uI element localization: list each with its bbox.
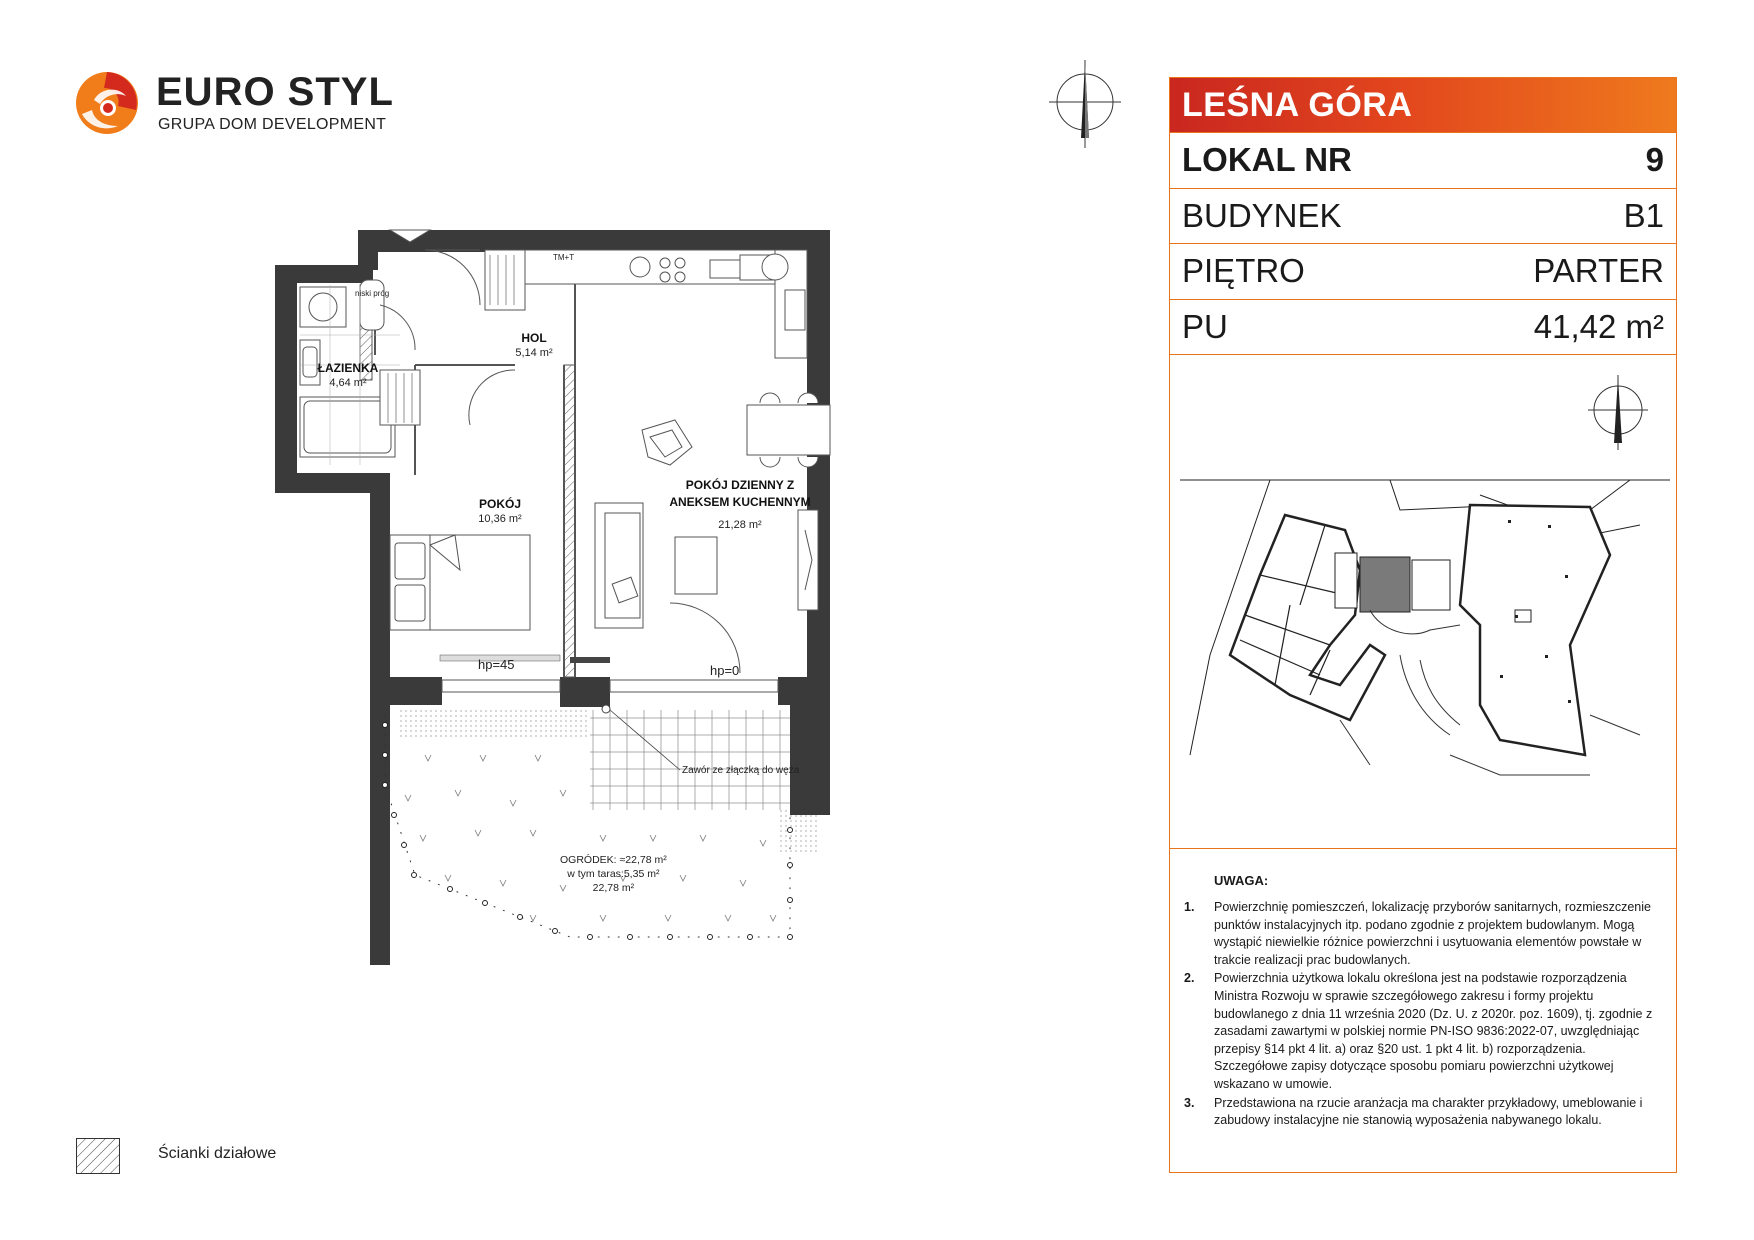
site-plan [1170,354,1676,927]
tm-note: TM+T [553,253,575,262]
brand-subtitle: GRUPA DOM DEVELOPMENT [158,116,387,133]
low-threshold-note: niski próg [355,289,390,298]
garden-label: OGRÓDEK: ≈22,78 m² w tym taras:5,35 m² 22,78 m² [560,854,667,894]
row-floor: PIĘTRO PARTER [1170,243,1676,298]
valve-note: Zawór ze złączką do węża [682,765,800,776]
brand-name: EURO STYL [156,70,394,114]
row-usable-area: PU 41,42 m² [1170,299,1676,354]
legend-label: Ścianki działowe [158,1145,277,1162]
legend-hatch-swatch [76,1138,120,1174]
room-bathroom: ŁAZIENKA 4,64 m² [317,361,379,389]
threshold-living: hp=0 [710,663,740,678]
room-living: POKÓJ DZIENNY Z ANEKSEM KUCHENNYM 21,28 m² [669,478,811,531]
north-arrow-icon [1045,58,1125,150]
notes-section [1170,848,1676,1174]
note-item: 2. Powierzchnia użytkowa lokalu określona jest na podstawie rozporządzenia Ministra Rozwoju w sprawie szczegółowego zakresu i formy projektu budowlanego z dnia 11 września 2020 (Dz. U. z 2020r. poz. 1609), tj. zgodnie z zasadami zawartymi w polskiej normie PN-ISO 9836:2022-07, uwzględniając przepisy §14 pkt 4 lit. a) oraz §20 ust. 1 pkt 4 lit. b) rozporządzenia. Szczegółowe zapisy dotyczące sposobu pomiaru powierzchni użytkowej wskazano w umowie. [1184,971,1653,1091]
info-panel [1169,77,1677,1173]
note-item: 3. Przedstawiona na rzucie aranżacja ma charakter przykładowy, umeblowanie i zabudowy instalacyjne nie stanowią wyposażenia nabywanego lokalu. [1184,1095,1643,1128]
room-hol: HOL 5,14 m² [515,331,553,359]
floor-plan [270,225,850,1005]
row-building: BUDYNEK B1 [1170,188,1676,243]
logo-icon [74,70,140,136]
threshold-bedroom: hp=45 [478,657,515,672]
north-arrow-icon [1588,375,1648,450]
logo [74,68,394,148]
note-item: 1. Powierzchnię pomieszczeń, lokalizację przyborów sanitarnych, rozmieszczenie punktów instalacyjnych itp. podano zgodnie z projektem budowlanym. Mogą wystąpić niewielkie różnice powierzchni i usytuowania elementów powstałe w trakcie realizacji prac budowlanych. [1184,900,1651,967]
notes-title: UWAGA: [1214,873,1269,888]
row-unit-number: LOKAL NR 9 [1170,132,1676,187]
project-title: LEŚNA GÓRA [1170,78,1676,132]
room-bedroom: POKÓJ 10,36 m² [478,497,522,525]
